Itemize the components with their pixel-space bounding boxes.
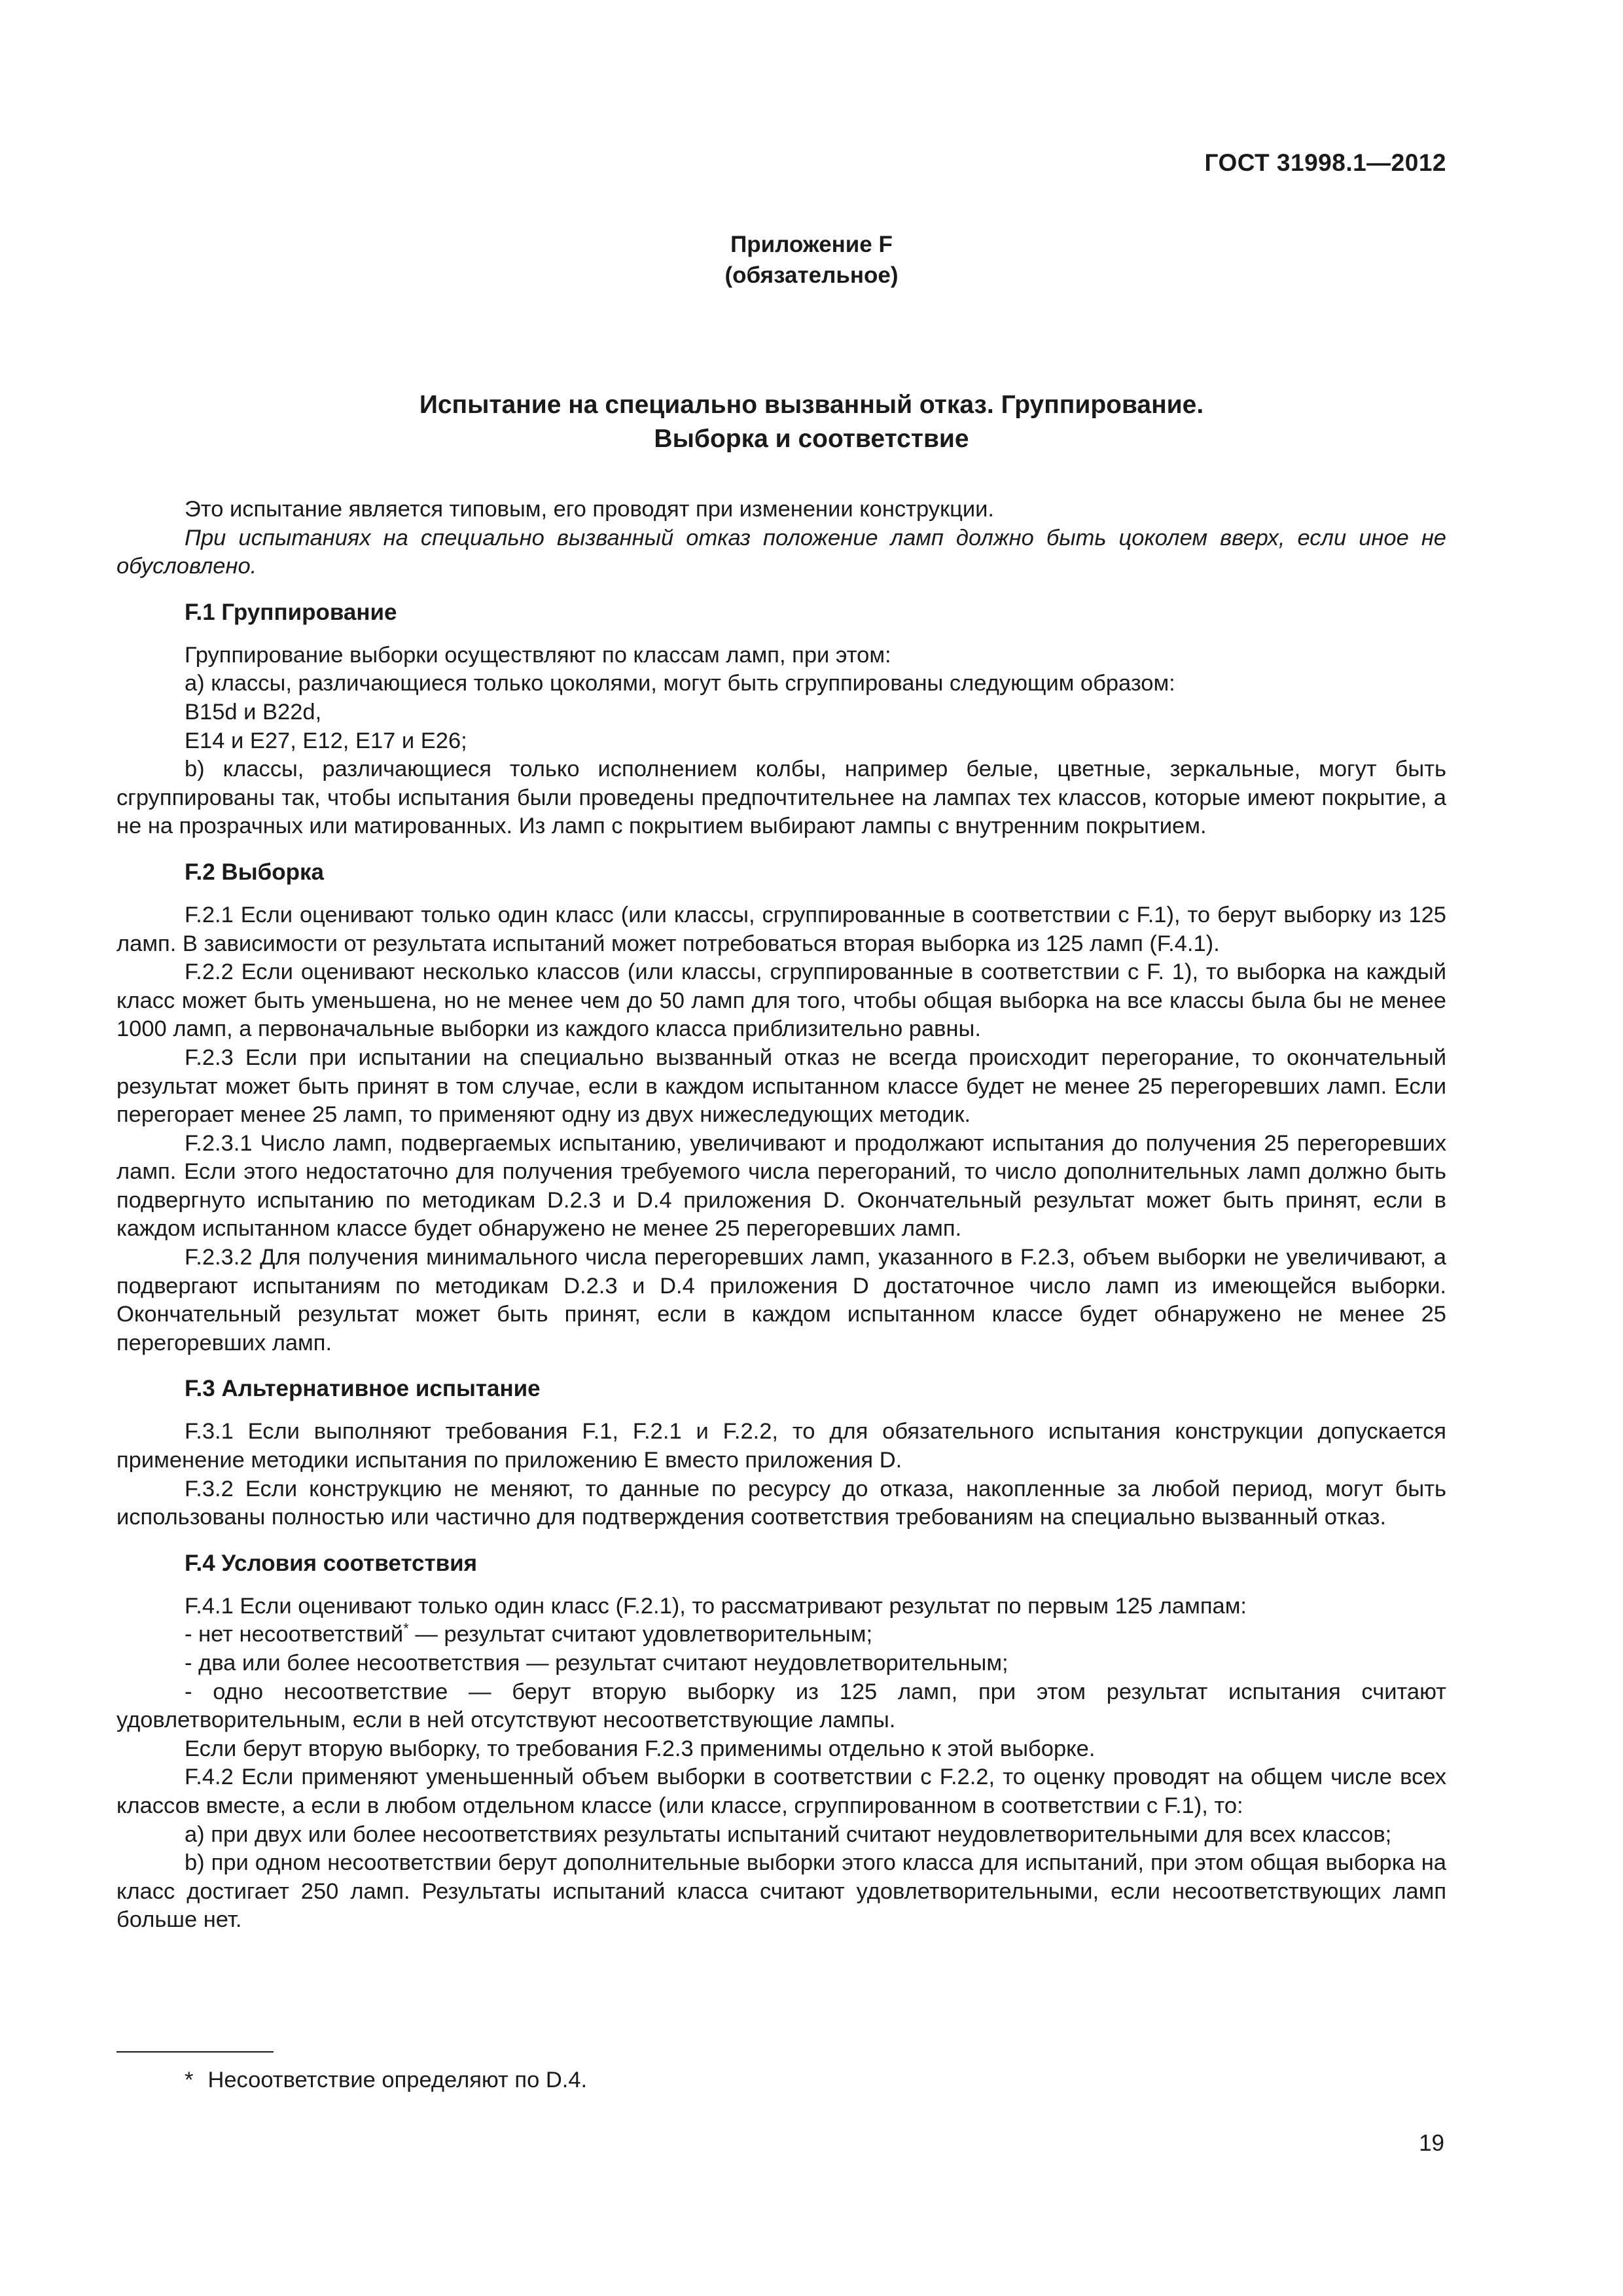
paragraph: b) при одном несоответствии берут дополнительные выборки этого класса для испытаний, при этом общая выборка на класс достигает 250 ламп. Результаты испытаний класса считают удовлетворительными, если несоответствующих ламп больше нет. bbox=[116, 1850, 1446, 1933]
intro-paragraph: Это испытание является типовым, его проводят при изменении конструкции. bbox=[185, 497, 994, 522]
annex-title-line-2: Выборка и соответствие bbox=[654, 425, 969, 453]
paragraph: F.2.3.2 Для получения минимального числа перегоревших ламп, указанного в F.2.3, объем выборки не увеличивают, а подвергают испытаниям по методикам D.2.3 и D.4 приложения D достаточное число ламп из имеющейся выборки. Окончательный результат может быть принят, если в каждом испытанном классе будет обнаружено не менее 25 перегоревших ламп. bbox=[116, 1245, 1446, 1355]
annex-heading bbox=[0, 229, 1623, 291]
annex-label: Приложение F bbox=[730, 232, 893, 257]
paragraph: Если берут вторую выборку, то требования F.2.3 применимы отдельно к этой выборке. bbox=[185, 1736, 1096, 1761]
footnote-reference: * bbox=[403, 1620, 409, 1637]
section-heading-f4: F.4 Условия соответствия bbox=[185, 1550, 478, 1576]
paragraph: b) классы, различающиеся только исполнением колбы, например белые, цветные, зеркальные, могут быть сгруппированы так, чтобы испытания были проведены предпочтительнее на лампах тех классов, которые имеют покрытие, а не на прозрачных или матированных. Из ламп с покрытием выбирают лампы с внутренним покрытием. bbox=[116, 757, 1446, 839]
paragraph: F.3.2 Если конструкцию не меняют, то данные по ресурсу до отказа, накопленные за любой период, могут быть использованы полностью или частично для подтверждения соответствия требованиям на специально вызванный отказ. bbox=[116, 1476, 1446, 1530]
footnote-text: Несоответствие определяют по D.4. bbox=[207, 2068, 588, 2092]
footnote bbox=[185, 2066, 587, 2094]
paragraph: F.2.3 Если при испытании на специально вызванный отказ не всегда происходит перегорание, то окончательный результат может быть принят в том случае, если в каждом испытанном классе будет не менее 25 перегоревших ламп. Если перегорает менее 25 ламп, то применяют одну из двух нижеследующих методик. bbox=[116, 1045, 1446, 1128]
paragraph: Группирование выборки осуществляют по классам ламп, при этом: bbox=[185, 642, 891, 668]
annex-title bbox=[0, 388, 1623, 456]
section-heading-f3: F.3 Альтернативное испытание bbox=[185, 1376, 541, 1402]
text-run: — результат считают удовлетворительным; bbox=[408, 1622, 873, 1647]
section-heading-f1: F.1 Группирование bbox=[185, 599, 397, 625]
paragraph bbox=[116, 1621, 1446, 1649]
footnote-separator bbox=[116, 2051, 274, 2053]
paragraph: F.4.2 Если применяют уменьшенный объем выборки в соответствии с F.2.2, то оценку проводят на общем числе всех классов вместе, а если в любом отдельном классе (или классе, сгруппированном в соответствии с F.1), то: bbox=[116, 1765, 1446, 1818]
paragraph: а) при двух или более несоответствиях результаты испытаний считают неудовлетворительными для всех классов; bbox=[185, 1821, 1392, 1847]
paragraph: E14 и E27, E12, E17 и E26; bbox=[185, 728, 467, 753]
paragraph: F.3.1 Если выполняют требования F.1, F.2.1 и F.2.2, то для обязательного испытания конструкции допускается применение методики испытания по приложению E вместо приложения D. bbox=[116, 1419, 1446, 1473]
paragraph: F.4.1 Если оценивают только один класс (F.2.1), то рассматривают результат по первым 125 лампам: bbox=[185, 1593, 1247, 1619]
page-number: 19 bbox=[1419, 2130, 1444, 2156]
paragraph: F.2.3.1 Число ламп, подвергаемых испытанию, увеличивают и продолжают испытания до получения 25 перегоревших ламп. Если этого недостаточно для получения требуемого числа перегораний, то число дополнительных ламп должно быть подвергнуто испытанию по методикам D.2.3 и D.4 приложения D. Окончательный результат может быть принят, если в каждом испытанном классе будет обнаружено не менее 25 перегоревших ламп. bbox=[116, 1130, 1446, 1242]
paragraph: F.2.1 Если оценивают только один класс (или классы, сгруппированные в соответствии с F.1), то берут выборку из 125 ламп. В зависимости от результата испытаний может потребоваться вторая выборка из 125 ламп (F.4.1). bbox=[116, 902, 1446, 956]
paragraph: F.2.2 Если оценивают несколько классов (или классы, сгруппированные в соответствии с F. 1), то выборка на каждый класс может быть уменьшена, но не менее чем до 50 ламп для того, чтобы общая выборка на все классы была бы не менее 1000 ламп, а первоначальные выборки из каждого класса приблизительно равны. bbox=[116, 960, 1446, 1042]
text-run: - нет несоответствий bbox=[185, 1622, 404, 1647]
document-code: ГОСТ 31998.1—2012 bbox=[1204, 149, 1446, 176]
section-heading-f2: F.2 Выборка bbox=[185, 859, 324, 885]
annex-status: (обязательное) bbox=[724, 262, 899, 288]
paragraph: - два или более несоответствия — результат считают неудовлетворительным; bbox=[185, 1651, 1008, 1676]
paragraph: - одно несоответствие — берут вторую выборку из 125 ламп, при этом результат испытания считают удовлетворительным, если в ней отсутствуют несоответствующие лампы. bbox=[116, 1679, 1446, 1733]
footnote-mark: * bbox=[185, 2068, 194, 2092]
paragraph: B15d и B22d, bbox=[185, 699, 322, 725]
document-body bbox=[116, 495, 1446, 1935]
annex-title-line-1: Испытание на специально вызванный отказ. Группирование. bbox=[419, 391, 1204, 419]
intro-note-paragraph: При испытаниях на специально вызванный отказ положение ламп должно быть цоколем вверх, если иное не обусловлено. bbox=[116, 525, 1446, 579]
paragraph: а) классы, различающиеся только цоколями, могут быть сгруппированы следующим образом: bbox=[185, 671, 1175, 696]
